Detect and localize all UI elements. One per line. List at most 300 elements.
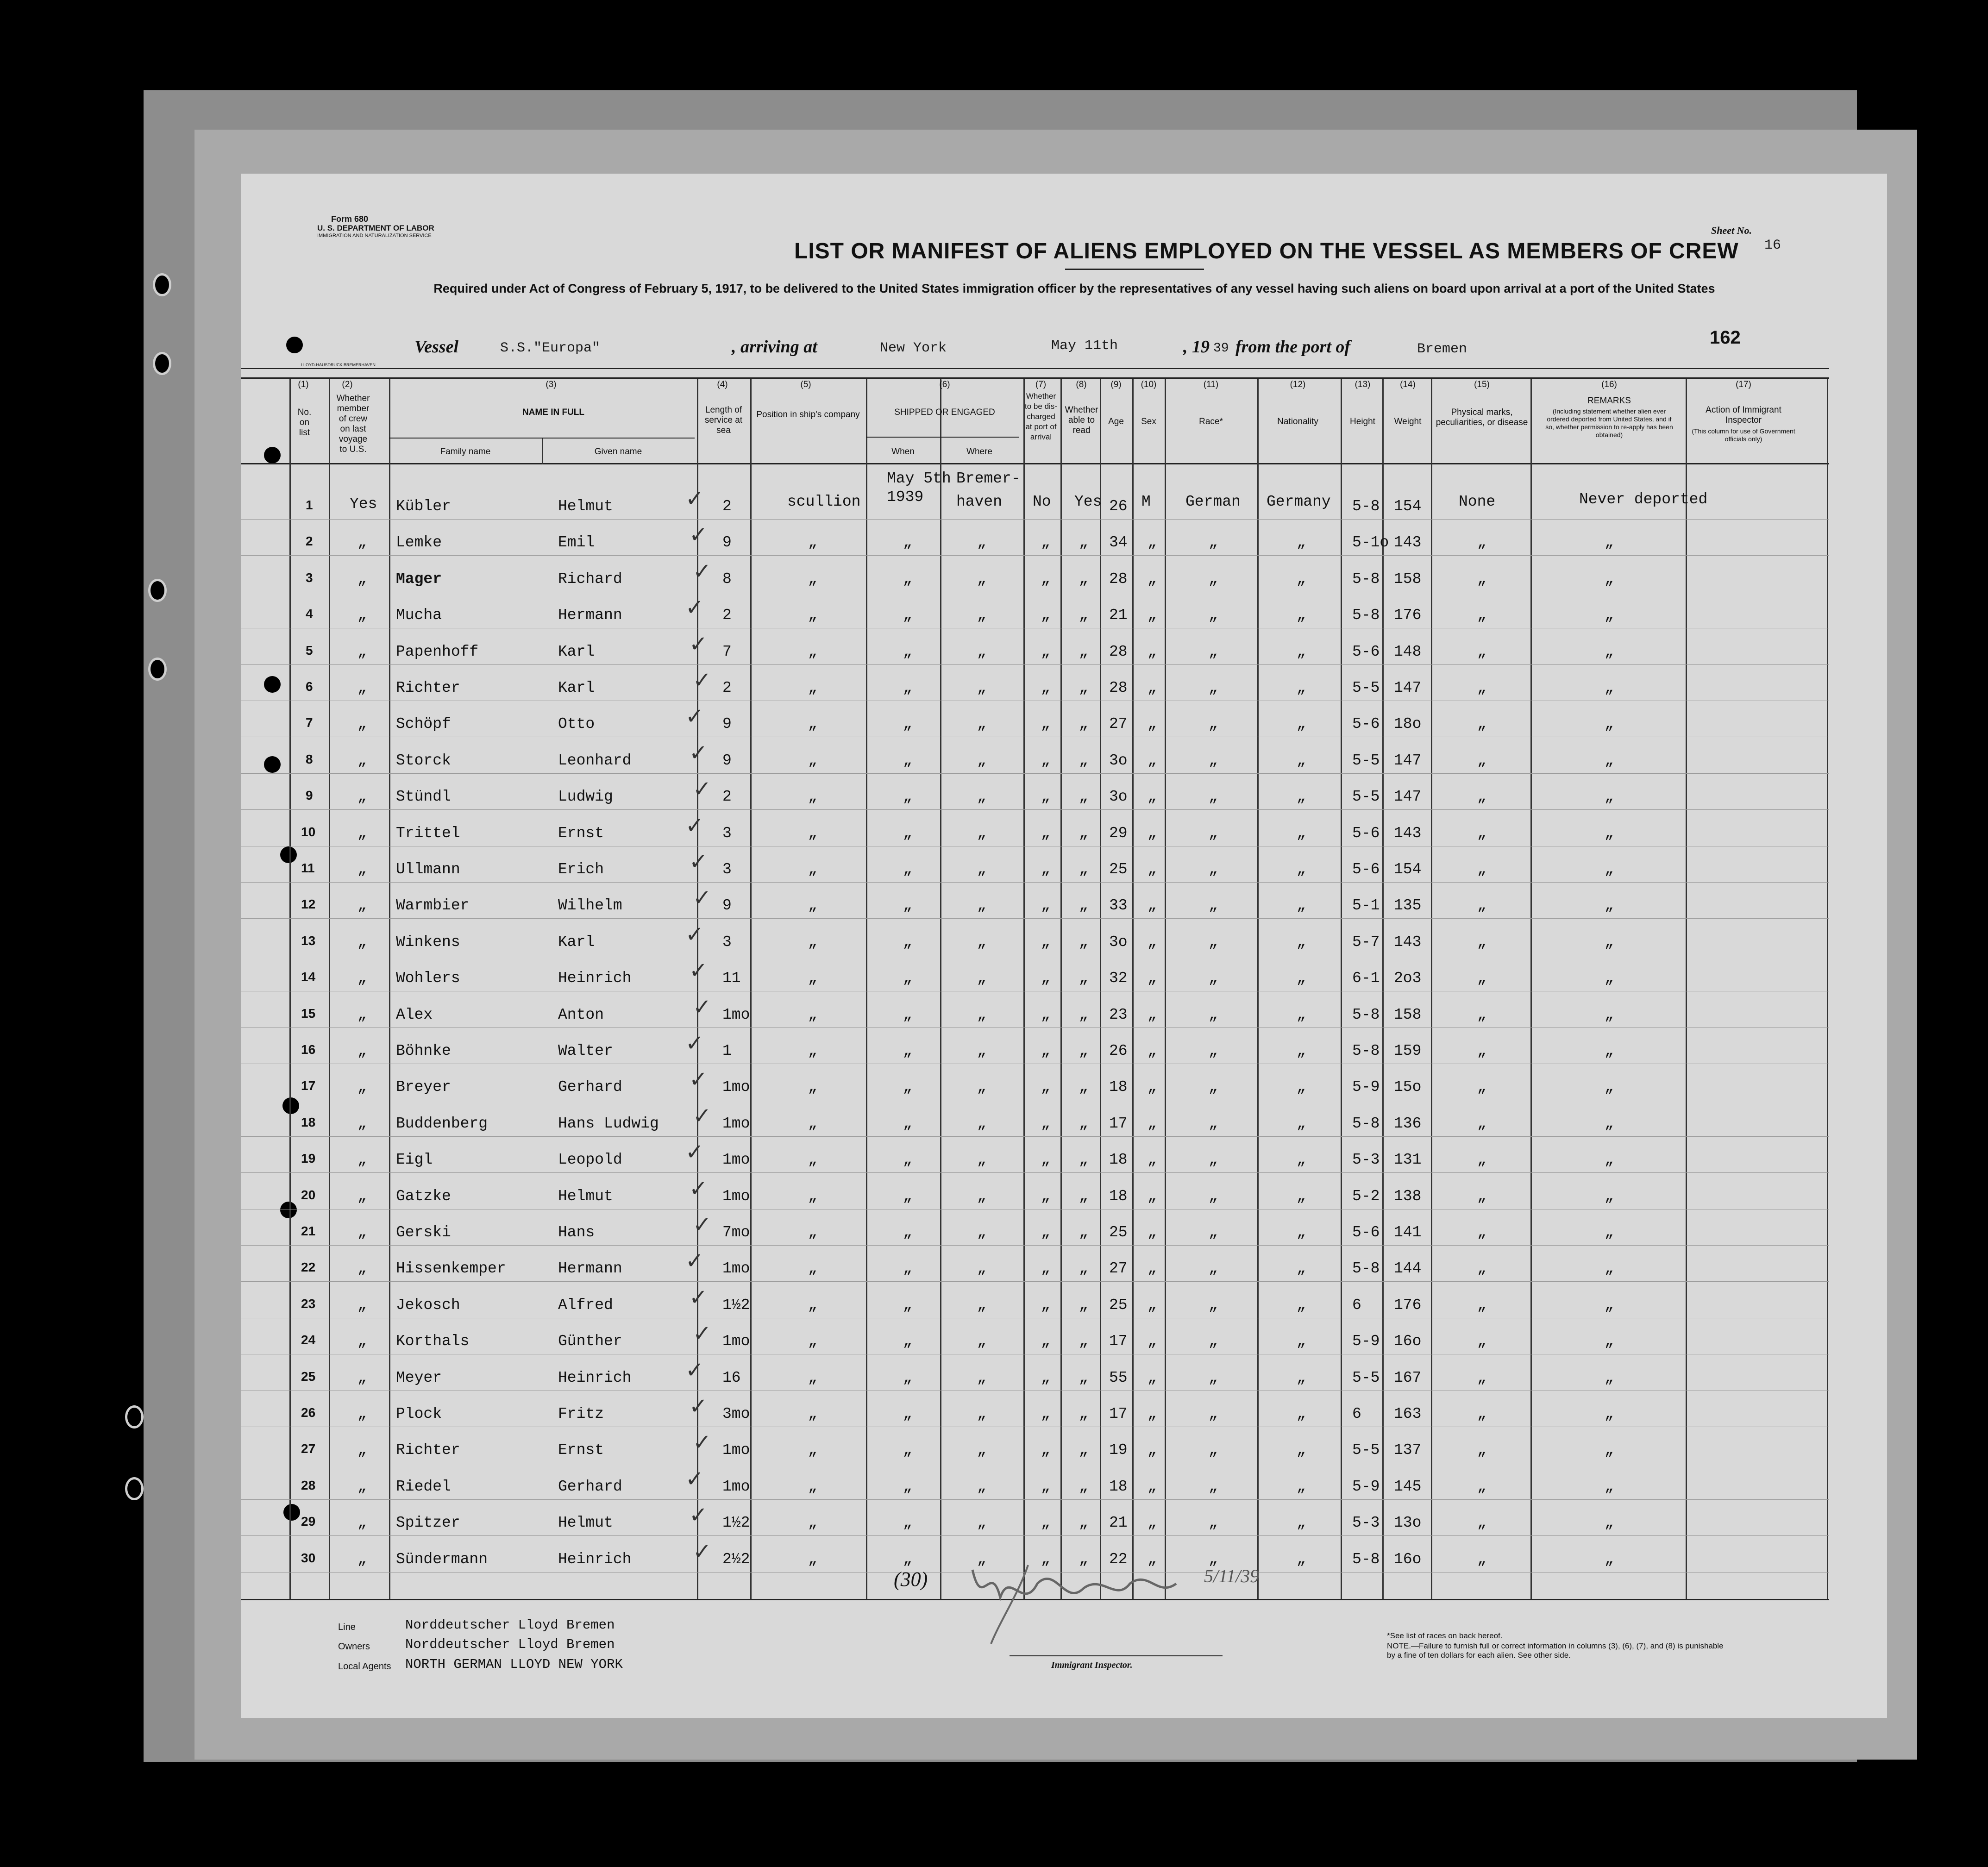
height: 5-8 bbox=[1352, 1006, 1380, 1023]
family-name: Gerski bbox=[396, 1224, 451, 1241]
length-of-service: 1½2 bbox=[722, 1296, 750, 1314]
when-ditto: „ bbox=[903, 1115, 912, 1132]
nationality-ditto: „ bbox=[1297, 824, 1306, 842]
read-ditto: „ bbox=[1079, 970, 1088, 987]
position-ditto: „ bbox=[808, 1151, 817, 1169]
owners-label: Owners bbox=[338, 1641, 370, 1652]
family-name: Hissenkemper bbox=[396, 1260, 506, 1278]
crew-ditto: „ bbox=[357, 1151, 367, 1169]
age: 55 bbox=[1109, 1369, 1128, 1386]
given-name: Alfred bbox=[558, 1296, 613, 1314]
row-rule bbox=[241, 1245, 1829, 1246]
length-of-service: 1mo bbox=[722, 1260, 750, 1278]
position-ditto: „ bbox=[808, 1078, 817, 1096]
height: 5-3 bbox=[1352, 1151, 1380, 1169]
read-ditto: „ bbox=[1079, 679, 1088, 696]
check-icon: ✓ bbox=[693, 1429, 712, 1456]
read-ditto: „ bbox=[1079, 1006, 1088, 1023]
nationality-value: Germany bbox=[1267, 493, 1331, 510]
race-ditto: „ bbox=[1209, 1151, 1218, 1169]
discharged-ditto: „ bbox=[1041, 933, 1050, 951]
marks-ditto: „ bbox=[1477, 897, 1486, 915]
age: 26 bbox=[1109, 498, 1128, 515]
age: 25 bbox=[1109, 1224, 1128, 1241]
length-of-service: 1mo bbox=[722, 1151, 750, 1169]
row-number: 11 bbox=[301, 861, 315, 875]
length-of-service: 3mo bbox=[722, 1405, 750, 1422]
column-divider bbox=[1686, 379, 1687, 1599]
race-ditto: „ bbox=[1209, 715, 1218, 733]
nationality-ditto: „ bbox=[1297, 1550, 1306, 1568]
crew-ditto: „ bbox=[357, 861, 367, 878]
height: 5-6 bbox=[1352, 715, 1380, 733]
remarks-ditto: „ bbox=[1605, 1333, 1614, 1350]
position-ditto: „ bbox=[808, 715, 817, 733]
nationality-ditto: „ bbox=[1297, 1405, 1306, 1422]
binder-hole-icon bbox=[125, 1477, 144, 1500]
check-icon: ✓ bbox=[693, 885, 712, 911]
position-ditto: „ bbox=[808, 752, 817, 769]
discharged-ditto: „ bbox=[1041, 1151, 1050, 1169]
when-ditto: „ bbox=[903, 1078, 912, 1096]
height: 5-8 bbox=[1352, 570, 1380, 588]
given-name: Hermann bbox=[558, 607, 622, 624]
remarks-ditto: „ bbox=[1605, 1115, 1614, 1132]
shipped-where-1: Bremer- bbox=[956, 470, 1021, 487]
length-of-service: 3 bbox=[722, 861, 732, 878]
position-ditto: „ bbox=[808, 788, 817, 806]
row-number: 26 bbox=[301, 1405, 316, 1420]
race-ditto: „ bbox=[1209, 1478, 1218, 1495]
height: 5-2 bbox=[1352, 1187, 1380, 1205]
length-of-service: 1mo bbox=[722, 1441, 750, 1459]
length-of-service: 9 bbox=[722, 534, 732, 551]
row-number: 6 bbox=[306, 679, 313, 694]
read-ditto: „ bbox=[1079, 1260, 1088, 1278]
read-ditto: „ bbox=[1079, 715, 1088, 733]
marks-ditto: „ bbox=[1477, 1115, 1486, 1132]
length-of-service: 1mo bbox=[722, 1115, 750, 1132]
marks-value: None bbox=[1459, 493, 1496, 510]
column-divider bbox=[1382, 379, 1384, 1599]
length-of-service: 1mo bbox=[722, 1478, 750, 1495]
position-ditto: „ bbox=[808, 1333, 817, 1350]
row-number: 19 bbox=[301, 1151, 316, 1166]
nationality-ditto: „ bbox=[1297, 570, 1306, 588]
given-name: Hans Ludwig bbox=[558, 1115, 659, 1132]
sheet-number: 16 bbox=[1764, 238, 1781, 253]
when-ditto: „ bbox=[903, 824, 912, 842]
position-ditto: „ bbox=[808, 824, 817, 842]
crew-ditto: „ bbox=[357, 970, 367, 987]
given-name: Gerhard bbox=[558, 1078, 622, 1096]
col5-header: Position in ship's company bbox=[756, 410, 860, 420]
family-name: Storck bbox=[396, 752, 451, 769]
col6-number: (6) bbox=[939, 380, 950, 389]
col3-number: (3) bbox=[546, 380, 557, 389]
when-ditto: „ bbox=[903, 861, 912, 878]
row-number: 30 bbox=[301, 1550, 316, 1565]
discharged-ditto: „ bbox=[1041, 1006, 1050, 1023]
discharged-ditto: „ bbox=[1041, 788, 1050, 806]
weight: 145 bbox=[1394, 1478, 1422, 1495]
where-ditto: „ bbox=[977, 788, 986, 806]
row-rule bbox=[241, 918, 1829, 919]
remarks-ditto: „ bbox=[1605, 1514, 1614, 1532]
row-number: 7 bbox=[306, 715, 313, 730]
when-ditto: „ bbox=[903, 1550, 912, 1568]
weight: 159 bbox=[1394, 1042, 1422, 1059]
weight: 143 bbox=[1394, 933, 1422, 951]
family-name: Papenhoff bbox=[396, 643, 479, 660]
race-ditto: „ bbox=[1209, 607, 1218, 624]
family-name: Jekosch bbox=[396, 1296, 460, 1314]
given-name-header: Given name bbox=[594, 447, 642, 457]
col13-number: (13) bbox=[1355, 380, 1371, 389]
age: 28 bbox=[1109, 570, 1128, 588]
col7-number: (7) bbox=[1035, 380, 1047, 389]
sex-ditto: „ bbox=[1148, 788, 1157, 806]
when-ditto: „ bbox=[903, 1296, 912, 1314]
family-name: Gatzke bbox=[396, 1187, 451, 1205]
title-rule bbox=[1065, 269, 1204, 270]
crew-ditto: „ bbox=[357, 933, 367, 951]
check-icon: ✓ bbox=[693, 1321, 712, 1347]
length-of-service: 3 bbox=[722, 824, 732, 842]
height: 5-6 bbox=[1352, 643, 1380, 660]
marks-ditto: „ bbox=[1477, 715, 1486, 733]
read-ditto: „ bbox=[1079, 788, 1088, 806]
row-number: 21 bbox=[301, 1224, 316, 1238]
nationality-ditto: „ bbox=[1297, 897, 1306, 915]
position-ditto: „ bbox=[808, 534, 817, 551]
sex-ditto: „ bbox=[1148, 933, 1157, 951]
row-number: 27 bbox=[301, 1441, 316, 1456]
family-name: Mager bbox=[396, 570, 442, 588]
where-ditto: „ bbox=[977, 534, 986, 551]
race-ditto: „ bbox=[1209, 1078, 1218, 1096]
sex-ditto: „ bbox=[1148, 1260, 1157, 1278]
age: 34 bbox=[1109, 534, 1128, 551]
given-name: Fritz bbox=[558, 1405, 604, 1422]
row-rule bbox=[241, 882, 1829, 883]
length-of-service: 11 bbox=[722, 970, 741, 987]
nationality-ditto: „ bbox=[1297, 1115, 1306, 1132]
line-label: Line bbox=[338, 1622, 356, 1632]
row-number: 8 bbox=[306, 752, 313, 766]
marks-ditto: „ bbox=[1477, 788, 1486, 806]
discharged-ditto: „ bbox=[1041, 1296, 1050, 1314]
col10-number: (10) bbox=[1141, 380, 1157, 389]
races-note: *See list of races on back hereof. bbox=[1387, 1631, 1503, 1640]
position-ditto: „ bbox=[808, 1187, 817, 1205]
position-ditto: „ bbox=[808, 607, 817, 624]
arriving-port: New York bbox=[880, 340, 947, 356]
weight: 158 bbox=[1394, 570, 1422, 588]
when-ditto: „ bbox=[903, 570, 912, 588]
family-name: Spitzer bbox=[396, 1514, 460, 1532]
position-ditto: „ bbox=[808, 1478, 817, 1495]
length-of-service: 1mo bbox=[722, 1333, 750, 1350]
weight: 176 bbox=[1394, 607, 1422, 624]
remarks-ditto: „ bbox=[1605, 643, 1614, 660]
position-ditto: „ bbox=[808, 570, 817, 588]
row-number: 25 bbox=[301, 1369, 316, 1384]
length-of-service: 8 bbox=[722, 570, 732, 588]
col1-number: (1) bbox=[298, 380, 309, 389]
weight: 18o bbox=[1394, 715, 1422, 733]
read-ditto: „ bbox=[1079, 752, 1088, 769]
family-name: Korthals bbox=[396, 1333, 470, 1350]
col17-note: (This column for use of Government officials only) bbox=[1692, 427, 1795, 443]
col1-header: No. on list bbox=[297, 407, 312, 438]
where-ditto: „ bbox=[977, 715, 986, 733]
year-prefix: , 19 bbox=[1183, 337, 1210, 357]
sex-ditto: „ bbox=[1148, 679, 1157, 696]
discharged-ditto: „ bbox=[1041, 970, 1050, 987]
agents-value: NORTH GERMAN LLOYD NEW YORK bbox=[405, 1657, 623, 1672]
where-ditto: „ bbox=[977, 1296, 986, 1314]
punch-hole-icon bbox=[283, 1504, 300, 1521]
column-divider bbox=[750, 379, 752, 1599]
height: 5-7 bbox=[1352, 933, 1380, 951]
shipped-when-1: May 5th bbox=[887, 470, 951, 487]
where-ditto: „ bbox=[977, 1151, 986, 1169]
nationality-ditto: „ bbox=[1297, 788, 1306, 806]
family-name: Lemke bbox=[396, 534, 442, 551]
height: 5-9 bbox=[1352, 1078, 1380, 1096]
row-number: 23 bbox=[301, 1296, 316, 1311]
race-value: German bbox=[1185, 493, 1241, 510]
when-ditto: „ bbox=[903, 679, 912, 696]
weight: 137 bbox=[1394, 1441, 1422, 1459]
check-icon: ✓ bbox=[689, 1502, 708, 1529]
given-name: Ernst bbox=[558, 824, 604, 842]
crew-ditto: „ bbox=[357, 897, 367, 915]
col12-header: Nationality bbox=[1277, 417, 1318, 426]
crew-ditto: „ bbox=[357, 1187, 367, 1205]
col8-header: Whether able to read bbox=[1065, 405, 1098, 435]
length-of-service: 7 bbox=[722, 643, 732, 660]
when-ditto: „ bbox=[903, 1042, 912, 1059]
weight: 2o3 bbox=[1394, 970, 1422, 987]
sheet-label: Sheet No. bbox=[1711, 225, 1752, 236]
where-ditto: „ bbox=[977, 1369, 986, 1386]
age: 25 bbox=[1109, 861, 1128, 878]
department: U. S. DEPARTMENT OF LABOR bbox=[317, 224, 434, 232]
height: 5-8 bbox=[1352, 1115, 1380, 1132]
discharged-ditto: „ bbox=[1041, 643, 1050, 660]
arrival-date: May 11th bbox=[1051, 338, 1118, 354]
race-ditto: „ bbox=[1209, 1260, 1218, 1278]
marks-ditto: „ bbox=[1477, 534, 1486, 551]
when-ditto: „ bbox=[903, 1441, 912, 1459]
age: 17 bbox=[1109, 1405, 1128, 1422]
col10-header: Sex bbox=[1141, 417, 1156, 426]
read-ditto: „ bbox=[1079, 861, 1088, 878]
check-icon: ✓ bbox=[693, 1212, 712, 1238]
length-of-service: 9 bbox=[722, 752, 732, 769]
age: 18 bbox=[1109, 1151, 1128, 1169]
col15-header: Physical marks, peculiarities, or disease bbox=[1436, 407, 1528, 427]
when-ditto: „ bbox=[903, 1224, 912, 1241]
owners-value: Norddeutscher Lloyd Bremen bbox=[405, 1637, 615, 1652]
row-rule bbox=[241, 519, 1829, 520]
given-name: Otto bbox=[558, 715, 595, 733]
year: 39 bbox=[1213, 341, 1229, 356]
check-icon: ✓ bbox=[693, 667, 712, 693]
discharged-ditto: „ bbox=[1041, 1224, 1050, 1241]
when-ditto: „ bbox=[903, 1333, 912, 1350]
where-ditto: „ bbox=[977, 752, 986, 769]
age: 3o bbox=[1109, 752, 1128, 769]
column-divider bbox=[940, 379, 941, 1599]
col13-header: Height bbox=[1350, 417, 1375, 426]
nationality-ditto: „ bbox=[1297, 1333, 1306, 1350]
given-name: Walter bbox=[558, 1042, 613, 1059]
height: 5-8 bbox=[1352, 1550, 1380, 1568]
read-ditto: „ bbox=[1079, 534, 1088, 551]
read-ditto: „ bbox=[1079, 933, 1088, 951]
when-ditto: „ bbox=[903, 534, 912, 551]
given-name: Leopold bbox=[558, 1151, 622, 1169]
race-ditto: „ bbox=[1209, 570, 1218, 588]
col14-header: Weight bbox=[1394, 417, 1422, 426]
row-number: 20 bbox=[301, 1187, 316, 1202]
crew-ditto: „ bbox=[357, 1224, 367, 1241]
when-ditto: „ bbox=[903, 1187, 912, 1205]
remarks-ditto: „ bbox=[1605, 1369, 1614, 1386]
given-name: Anton bbox=[558, 1006, 604, 1023]
sex-ditto: „ bbox=[1148, 752, 1157, 769]
race-ditto: „ bbox=[1209, 643, 1218, 660]
weight: 131 bbox=[1394, 1151, 1422, 1169]
family-name: Breyer bbox=[396, 1078, 451, 1096]
where-ditto: „ bbox=[977, 861, 986, 878]
discharged-ditto: „ bbox=[1041, 570, 1050, 588]
height: 5-5 bbox=[1352, 1441, 1380, 1459]
when-ditto: „ bbox=[903, 1260, 912, 1278]
row-number: 28 bbox=[301, 1478, 316, 1492]
given-name: Hermann bbox=[558, 1260, 622, 1278]
age: 27 bbox=[1109, 1260, 1128, 1278]
race-ditto: „ bbox=[1209, 897, 1218, 915]
check-icon: ✓ bbox=[685, 703, 704, 730]
read-ditto: „ bbox=[1079, 1369, 1088, 1386]
family-name: Riedel bbox=[396, 1478, 451, 1495]
marks-ditto: „ bbox=[1477, 752, 1486, 769]
marks-ditto: „ bbox=[1477, 1187, 1486, 1205]
read-ditto: „ bbox=[1079, 1296, 1088, 1314]
check-icon: ✓ bbox=[685, 921, 704, 947]
height: 5-5 bbox=[1352, 1369, 1380, 1386]
marks-ditto: „ bbox=[1477, 861, 1486, 878]
height: 5-6 bbox=[1352, 861, 1380, 878]
line-value: Norddeutscher Lloyd Bremen bbox=[405, 1617, 615, 1633]
when-ditto: „ bbox=[903, 970, 912, 987]
nationality-ditto: „ bbox=[1297, 643, 1306, 660]
sex-ditto: „ bbox=[1148, 1550, 1157, 1568]
length-of-service: 2 bbox=[722, 679, 732, 696]
discharged-ditto: „ bbox=[1041, 1478, 1050, 1495]
marks-ditto: „ bbox=[1477, 1006, 1486, 1023]
remarks-ditto: „ bbox=[1605, 788, 1614, 806]
position-ditto: „ bbox=[808, 861, 817, 878]
marks-ditto: „ bbox=[1477, 1514, 1486, 1532]
row-number: 15 bbox=[301, 1006, 316, 1021]
height: 6 bbox=[1352, 1405, 1361, 1422]
marks-ditto: „ bbox=[1477, 970, 1486, 987]
sex-ditto: „ bbox=[1148, 861, 1157, 878]
where-ditto: „ bbox=[977, 1441, 986, 1459]
marks-ditto: „ bbox=[1477, 933, 1486, 951]
row-number: 9 bbox=[306, 788, 313, 803]
remarks-ditto: „ bbox=[1605, 752, 1614, 769]
when-ditto: „ bbox=[903, 897, 912, 915]
sex-ditto: „ bbox=[1148, 824, 1157, 842]
crew-ditto: „ bbox=[357, 1260, 367, 1278]
nationality-ditto: „ bbox=[1297, 1260, 1306, 1278]
race-ditto: „ bbox=[1209, 1187, 1218, 1205]
col17-number: (17) bbox=[1736, 380, 1751, 389]
weight: 136 bbox=[1394, 1115, 1422, 1132]
weight: 163 bbox=[1394, 1405, 1422, 1422]
when-ditto: „ bbox=[903, 715, 912, 733]
crew-ditto: „ bbox=[357, 1550, 367, 1568]
row-number: 4 bbox=[306, 607, 313, 621]
race-ditto: „ bbox=[1209, 679, 1218, 696]
column-divider bbox=[1100, 379, 1101, 1599]
age: 33 bbox=[1109, 897, 1128, 915]
nationality-ditto: „ bbox=[1297, 1006, 1306, 1023]
age: 17 bbox=[1109, 1333, 1128, 1350]
from-port-label: from the port of bbox=[1235, 337, 1351, 357]
sex-ditto: „ bbox=[1148, 1441, 1157, 1459]
sex-ditto: „ bbox=[1148, 715, 1157, 733]
crew-ditto: „ bbox=[357, 1042, 367, 1059]
check-icon: ✓ bbox=[689, 739, 708, 766]
marks-ditto: „ bbox=[1477, 679, 1486, 696]
row-number: 16 bbox=[301, 1042, 316, 1057]
position-ditto: „ bbox=[808, 1296, 817, 1314]
penalty-note: NOTE.—Failure to furnish full or correct information in columns (3), (6), (7), and (8) is punishable by a fine of ten dollars for each alien. See other side. bbox=[1387, 1641, 1724, 1660]
height: 5-1 bbox=[1352, 897, 1380, 915]
read-ditto: „ bbox=[1079, 1478, 1088, 1495]
height: 5-8 bbox=[1352, 1260, 1380, 1278]
punch-hole-icon bbox=[264, 676, 281, 693]
height: 5-6 bbox=[1352, 1224, 1380, 1241]
family-name: Buddenberg bbox=[396, 1115, 488, 1132]
discharged-ditto: „ bbox=[1041, 1441, 1050, 1459]
binder-hole-icon bbox=[125, 1405, 144, 1428]
row-rule bbox=[241, 555, 1829, 556]
race-ditto: „ bbox=[1209, 752, 1218, 769]
check-icon: ✓ bbox=[689, 1175, 708, 1202]
discharged-ditto: „ bbox=[1041, 1042, 1050, 1059]
family-name: Plock bbox=[396, 1405, 442, 1422]
length-of-service: 1mo bbox=[722, 1078, 750, 1096]
given-name: Richard bbox=[558, 570, 622, 588]
where-ditto: „ bbox=[977, 1042, 986, 1059]
check-icon: ✓ bbox=[689, 849, 708, 875]
crew-ditto: „ bbox=[357, 1405, 367, 1422]
crew-ditto: „ bbox=[357, 1441, 367, 1459]
weight: 154 bbox=[1394, 861, 1422, 878]
given-name: Leonhard bbox=[558, 752, 632, 769]
height: 6 bbox=[1352, 1296, 1361, 1314]
height: 5-5 bbox=[1352, 679, 1380, 696]
where-ditto: „ bbox=[977, 1224, 986, 1241]
